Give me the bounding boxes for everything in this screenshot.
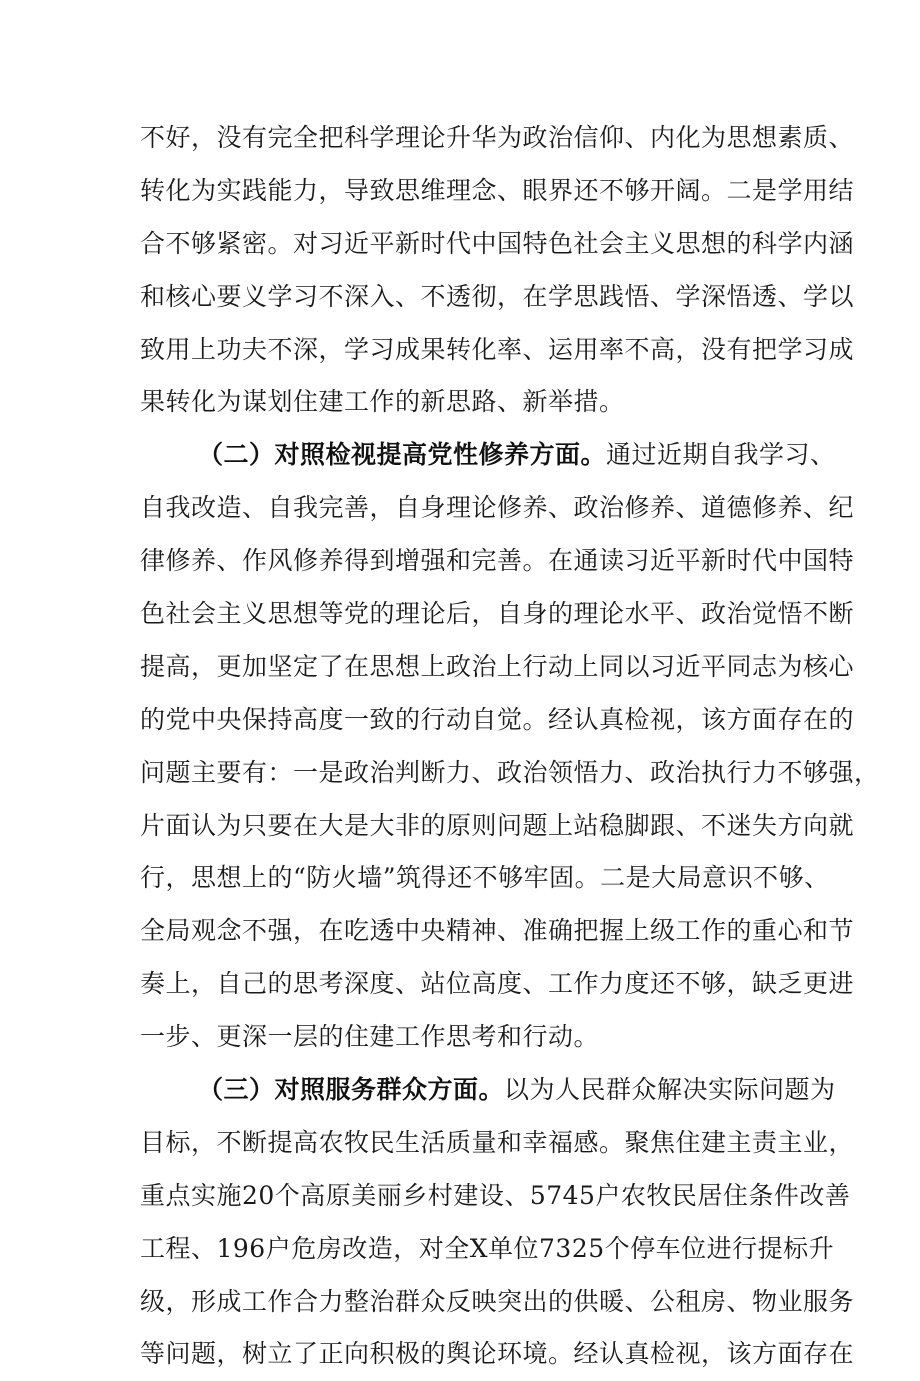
text-line: 色社会主义思想等党的理论后，自身的理论水平、政治觉悟不断: [140, 599, 855, 629]
text-line: 重点实施20个高原美丽乡村建设、5745户农牧民居住条件改善: [140, 1180, 851, 1210]
text-line: 全局观念不强，在吃透中央精神、准确把握上级工作的重心和节: [140, 916, 855, 946]
section-heading: （三）对照服务群众方面。: [198, 1075, 505, 1105]
text-line-rest: 以为人民群众解决实际问题为: [504, 1075, 836, 1105]
text-line: 目标，不断提高农牧民生活质量和幸福感。聚焦住建主责主业，: [140, 1127, 855, 1157]
section-heading: （二）对照检视提高党性修养方面。: [198, 440, 607, 470]
paragraph-party-spirit: [140, 429, 880, 1064]
text-line: 工程、196户危房改造，对全X单位7325个停车位进行提标升: [140, 1233, 835, 1263]
text-line: 行，思想上的“防火墙”筑得还不够牢固。二是大局意识不够、: [140, 863, 830, 893]
text-line: 转化为实践能力，导致思维理念、眼界还不够开阔。二是学用结: [140, 175, 855, 205]
text-line: 问题主要有：一是政治判断力、政治领悟力、政治执行力不够强，: [140, 757, 880, 787]
text-line: 自我改造、自我完善，自身理论修养、政治修养、道德修养、纪: [140, 493, 855, 523]
text-line: 等问题，树立了正向积极的舆论环境。经认真检视，该方面存在: [140, 1339, 855, 1369]
text-line: 级，形成工作合力整治群众反映突出的供暖、公租房、物业服务: [140, 1286, 855, 1316]
text-line: 致用上功夫不深，学习成果转化率、运用率不高，没有把学习成: [140, 334, 855, 364]
text-line-rest: 通过近期自我学习、: [606, 440, 836, 470]
text-line: 合不够紧密。对习近平新时代中国特色社会主义思想的科学内涵: [140, 228, 855, 258]
paragraph-serving-masses: [140, 1064, 855, 1381]
text-line: 和核心要义学习不深入、不透彻，在学思践悟、学深悟透、学以: [140, 281, 855, 311]
document-body: [140, 112, 880, 1381]
paragraph-continuation: [140, 112, 855, 429]
text-line: 一步、更深一层的住建工作思考和行动。: [140, 1022, 600, 1052]
text-line: 奏上，自己的思考深度、站位高度、工作力度还不够，缺乏更进: [140, 969, 855, 999]
text-line: [140, 429, 836, 482]
text-line: 律修养、作风修养得到增强和完善。在通读习近平新时代中国特: [140, 546, 855, 576]
text-line: [140, 1064, 836, 1117]
text-line: 提高，更加坚定了在思想上政治上行动上同以习近平同志为核心: [140, 651, 855, 681]
text-line: 不好，没有完全把科学理论升华为政治信仰、内化为思想素质、: [140, 123, 855, 152]
text-line: 片面认为只要在大是大非的原则问题上站稳脚跟、不迷失方向就: [140, 810, 855, 840]
text-line: 果转化为谋划住建工作的新思路、新举措。: [140, 387, 625, 417]
text-line: 的党中央保持高度一致的行动自觉。经认真检视，该方面存在的: [140, 704, 855, 734]
